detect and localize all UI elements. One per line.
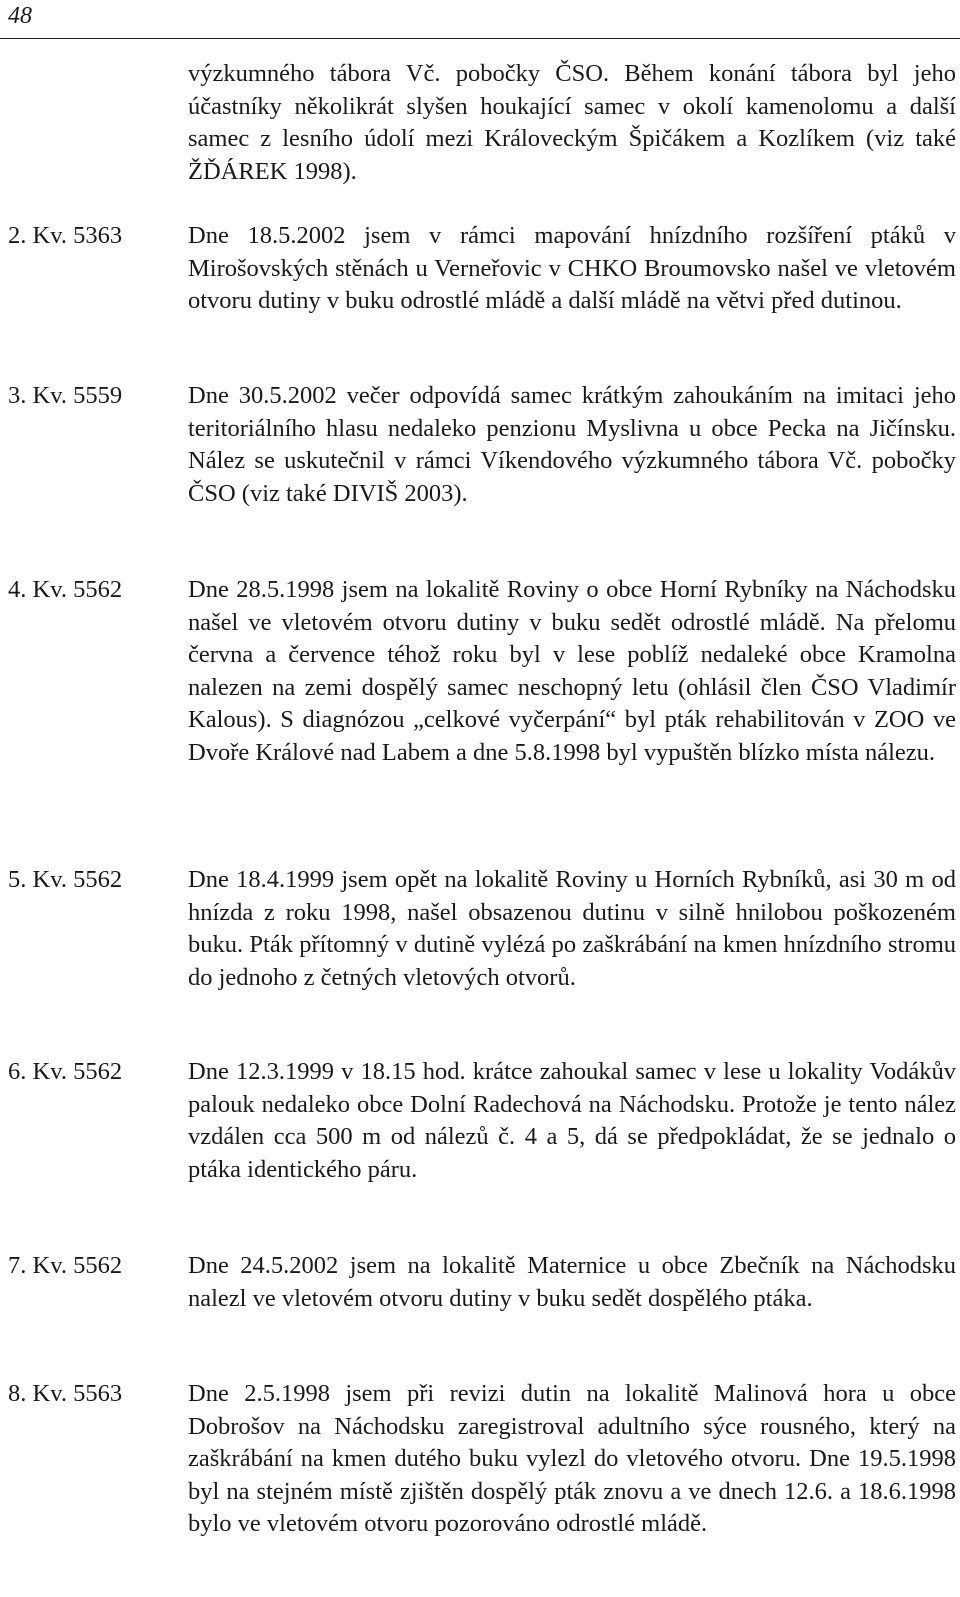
entry-label: 3. Kv. 5559 — [8, 382, 123, 409]
entry-label: 7. Kv. 5562 — [8, 1252, 123, 1279]
entry-text: Dne 2.5.1998 jsem při revizi dutin na lokalitě Malinová hora u obce Dobrošov na Náchodsku zaregistroval adultního sýce rousného, který na zaškrábání na kmen dutého buku vylezl do vletového otvoru. Dne 19.5.1998 byl na stejném místě zjištěn dospělý pták znovu a ve dnech 12.6. a 18.6.1998 bylo ve vletovém otvoru pozorováno odrostlé mládě. — [188, 1380, 956, 1537]
entry-label: 6. Kv. 5562 — [8, 1058, 123, 1085]
entry-label: 8. Kv. 5563 — [8, 1380, 123, 1407]
page-number: 48 — [8, 3, 32, 29]
entry-text: Dne 30.5.2002 večer odpovídá samec krátkým zahoukáním na imitaci jeho teritoriálního hlasu nedaleko penzionu Myslivna u obce Pecka na Jičínsku. Nález se uskutečnil v rámci Víkendového výzkumného tábora Vč. pobočky ČSO (viz také DIVIŠ 2003). — [188, 382, 956, 507]
entry-label: 4. Kv. 5562 — [8, 576, 123, 603]
entry-text: výzkumného tábora Vč. pobočky ČSO. Během konání tábora byl jeho účastníky několikrát slyšen houkající samec v okolí kamenolomu a další samec z lesního údolí mezi Královeckým Špičákem a Kozlíkem (viz také ŽĎÁREK 1998). — [188, 60, 956, 185]
entry-text: Dne 28.5.1998 jsem na lokalitě Roviny o obce Horní Rybníky na Náchodsku našel ve vletovém otvoru dutiny v buku sedět odrostlé mládě. Na přelomu června a července téhož roku byl v lese poblíž nedaleké obce Kramolna nalezen na zemi dospělý samec neschopný letu (ohlásil člen ČSO Vladimír Kalous). S diagnózou „celkové vyčerpání“ byl pták rehabilitován v ZOO ve Dvoře Králové nad Labem a dne 5.8.1998 byl vypuštěn blízko místa nálezu. — [188, 576, 956, 766]
entry-text: Dne 18.5.2002 jsem v rámci mapování hnízdního rozšíření ptáků v Mirošovských stěnách u Verneřovic v CHKO Broumovsko našel ve vletovém otvoru dutiny v buku odrostlé mládě a další mládě na větvi před dutinou. — [188, 222, 956, 314]
entry-label: 2. Kv. 5363 — [8, 222, 123, 249]
entry-label: 5. Kv. 5562 — [8, 866, 123, 893]
entry-text: Dne 24.5.2002 jsem na lokalitě Maternice u obce Zbečník na Náchodsku nalezl ve vletovém otvoru dutiny v buku sedět dospělého ptáka. — [188, 1252, 956, 1312]
entry-text: Dne 18.4.1999 jsem opět na lokalitě Roviny u Horních Rybníků, asi 30 m od hnízda z roku 1998, našel obsazenou dutinu v silně hnilobou poškozeném buku. Pták přítomný v dutině vylézá po zaškrábání na kmen hnízdního stromu do jednoho z četných vletových otvorů. — [188, 866, 956, 991]
entry-text: Dne 12.3.1999 v 18.15 hod. krátce zahoukal samec v lese u lokality Vodákův palouk nedaleko obce Dolní Radechová na Náchodsku. Protože je tento nález vzdálen cca 500 m od nálezů č. 4 a 5, dá se předpokládat, že se jednalo o ptáka identického páru. — [188, 1058, 956, 1183]
header-rule — [0, 38, 960, 39]
